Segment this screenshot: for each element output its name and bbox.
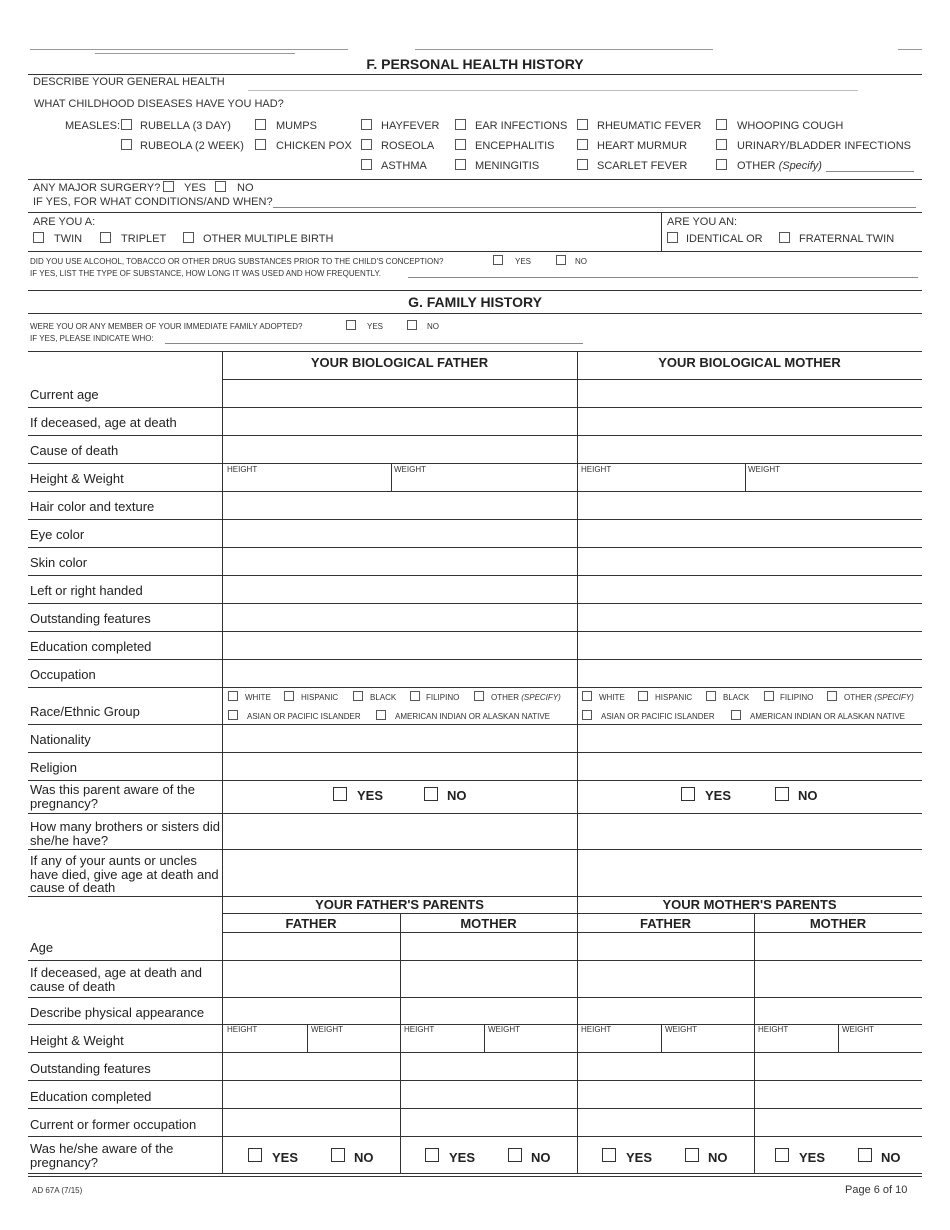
- row-features: Outstanding features: [30, 611, 151, 626]
- mumps-label: MUMPS: [276, 120, 317, 132]
- mother-race-native-label: AMERICAN INDIAN OR ALASKAN NATIVE: [750, 712, 905, 721]
- father-race-other-label: OTHER (SPECIFY): [491, 693, 561, 702]
- general-health-field[interactable]: [248, 90, 858, 91]
- fpm-weight-label: WEIGHT: [488, 1025, 520, 1034]
- father-race-asian-label: ASIAN OR PACIFIC ISLANDER: [247, 712, 361, 721]
- mother-race-white-checkbox[interactable]: [582, 691, 592, 701]
- row-cause-of-death: Cause of death: [30, 443, 119, 458]
- section-g-title: G. FAMILY HISTORY: [408, 294, 542, 310]
- page-number: Page 6 of 10: [845, 1184, 908, 1196]
- mother-race-filipino-checkbox[interactable]: [764, 691, 774, 701]
- heart-murmur-checkbox[interactable]: [577, 139, 588, 150]
- gp-row-education: Education completed: [30, 1089, 152, 1104]
- bio-mother-header: YOUR BIOLOGICAL MOTHER: [658, 355, 841, 370]
- adopted-no-label: NO: [427, 322, 439, 331]
- mother-aware-yes-checkbox[interactable]: [681, 787, 695, 801]
- asthma-label: ASTHMA: [381, 160, 427, 172]
- row-height-weight: Height & Weight: [30, 471, 124, 486]
- mother-race-white-label: WHITE: [599, 693, 625, 702]
- mp-mother-header: MOTHER: [809, 916, 867, 931]
- father-weight-label: WEIGHT: [394, 465, 426, 474]
- substance-followup-field[interactable]: [408, 277, 918, 278]
- rubeola-label: RUBEOLA (2 WEEK): [140, 140, 244, 152]
- adopted-question: WERE YOU OR ANY MEMBER OF YOUR IMMEDIATE FAMILY ADOPTED?: [30, 322, 303, 331]
- surgery-followup-label: IF YES, FOR WHAT CONDITIONS/AND WHEN?: [33, 196, 273, 208]
- mother-race-asian-label: ASIAN OR PACIFIC ISLANDER: [601, 712, 715, 721]
- row-handed: Left or right handed: [30, 583, 143, 598]
- gp-row-features: Outstanding features: [30, 1061, 151, 1076]
- rubella-label: RUBELLA (3 DAY): [140, 120, 231, 132]
- fpm-aware-yes-checkbox[interactable]: [425, 1148, 439, 1162]
- substance-no-label: NO: [575, 257, 587, 266]
- fpf-aware-yes-label: YES: [272, 1150, 299, 1165]
- surgery-followup-field[interactable]: [273, 207, 916, 208]
- father-race-hispanic-checkbox[interactable]: [284, 691, 294, 701]
- father-race-hispanic-label: HISPANIC: [301, 693, 339, 702]
- twin-label: TWIN: [54, 233, 83, 245]
- mpm-weight-label: WEIGHT: [842, 1025, 874, 1034]
- hayfever-label: HAYFEVER: [381, 120, 440, 132]
- row-occupation: Occupation: [30, 667, 96, 682]
- mother-race-other-label: OTHER (SPECIFY): [844, 693, 914, 702]
- gp-row-age: Age: [30, 940, 54, 955]
- ear-infections-label: EAR INFECTIONS: [475, 120, 568, 132]
- mp-father-header: FATHER: [639, 916, 692, 931]
- other-multiple-label: OTHER MULTIPLE BIRTH: [203, 233, 334, 245]
- father-height-label: HEIGHT: [227, 465, 258, 474]
- other-disease-field[interactable]: [826, 171, 914, 172]
- row-aware: Was this parent aware of the pregnancy?: [30, 782, 195, 811]
- adopted-followup-label: IF YES, PLEASE INDICATE WHO:: [30, 334, 154, 343]
- mumps-checkbox[interactable]: [255, 119, 266, 130]
- mpm-height-label: HEIGHT: [758, 1025, 789, 1034]
- father-race-filipino-label: FILIPINO: [426, 693, 460, 702]
- gp-row-aware: Was he/she aware of the pregnancy?: [30, 1141, 174, 1170]
- rheumatic-fever-label: RHEUMATIC FEVER: [597, 120, 702, 132]
- section-f-title: F. PERSONAL HEALTH HISTORY: [366, 56, 584, 72]
- mpf-aware-yes-label: YES: [626, 1150, 653, 1165]
- chicken-pox-checkbox[interactable]: [255, 139, 266, 150]
- encephalitis-label: ENCEPHALITIS: [475, 140, 555, 152]
- row-hair: Hair color and texture: [30, 499, 155, 514]
- hayfever-checkbox[interactable]: [361, 119, 372, 130]
- fpf-weight-label: WEIGHT: [311, 1025, 343, 1034]
- substance-no-checkbox[interactable]: [556, 255, 566, 265]
- childhood-diseases-label: WHAT CHILDHOOD DISEASES HAVE YOU HAD?: [34, 98, 284, 110]
- fpf-aware-no-label: NO: [354, 1150, 374, 1165]
- adopted-yes-label: YES: [367, 322, 384, 331]
- mpf-weight-label: WEIGHT: [665, 1025, 697, 1034]
- substance-yes-label: YES: [515, 257, 532, 266]
- father-aware-yes-checkbox[interactable]: [333, 787, 347, 801]
- chicken-pox-label: CHICKEN POX: [276, 140, 352, 152]
- roseola-label: ROSEOLA: [381, 140, 435, 152]
- mpm-aware-yes-label: YES: [799, 1150, 826, 1165]
- gp-row-height-weight: Height & Weight: [30, 1033, 124, 1048]
- mother-race-black-label: BLACK: [723, 693, 750, 702]
- fathers-parents-header: YOUR FATHER'S PARENTS: [315, 897, 484, 912]
- father-aware-no-checkbox[interactable]: [424, 787, 438, 801]
- row-education: Education completed: [30, 639, 152, 654]
- adopted-followup-field[interactable]: [165, 343, 583, 344]
- father-aware-yes-label: YES: [357, 788, 384, 803]
- mpf-aware-no-label: NO: [708, 1150, 728, 1165]
- surgery-no-checkbox[interactable]: [215, 181, 226, 192]
- row-race: Race/Ethnic Group: [30, 704, 140, 719]
- father-race-native-label: AMERICAN INDIAN OR ALASKAN NATIVE: [395, 712, 550, 721]
- father-race-white-checkbox[interactable]: [228, 691, 238, 701]
- mpm-aware-yes-checkbox[interactable]: [775, 1148, 789, 1162]
- triplet-checkbox[interactable]: [100, 232, 111, 243]
- mother-race-other-checkbox[interactable]: [827, 691, 837, 701]
- fpf-height-label: HEIGHT: [227, 1025, 258, 1034]
- gp-row-appearance: Describe physical appearance: [30, 1005, 205, 1020]
- meningitis-label: MENINGITIS: [475, 160, 540, 172]
- row-current-age: Current age: [30, 387, 99, 402]
- fpm-height-label: HEIGHT: [404, 1025, 435, 1034]
- fp-mother-header: MOTHER: [460, 916, 517, 931]
- surgery-yes-checkbox[interactable]: [163, 181, 174, 192]
- general-health-label: DESCRIBE YOUR GENERAL HEALTH: [33, 76, 225, 88]
- row-religion: Religion: [30, 760, 77, 775]
- father-race-white-label: WHITE: [245, 693, 271, 702]
- row-skin: Skin color: [30, 555, 88, 570]
- substance-followup-label: IF YES, LIST THE TYPE OF SUBSTANCE, HOW LONG IT WAS USED AND HOW FREQUENTLY.: [30, 269, 382, 278]
- rheumatic-fever-checkbox[interactable]: [577, 119, 588, 130]
- roseola-checkbox[interactable]: [361, 139, 372, 150]
- fpf-aware-no-checkbox[interactable]: [331, 1148, 345, 1162]
- surgery-no-label: NO: [237, 182, 254, 194]
- mother-aware-yes-label: YES: [705, 788, 732, 803]
- mpf-height-label: HEIGHT: [581, 1025, 612, 1034]
- meningitis-checkbox[interactable]: [455, 159, 466, 170]
- mpf-aware-no-checkbox[interactable]: [685, 1148, 699, 1162]
- gp-row-occupation: Current or former occupation: [30, 1117, 197, 1132]
- fpm-aware-no-checkbox[interactable]: [508, 1148, 522, 1162]
- father-race-black-checkbox[interactable]: [353, 691, 363, 701]
- substance-yes-checkbox[interactable]: [493, 255, 503, 265]
- row-eye: Eye color: [30, 527, 85, 542]
- mother-aware-no-label: NO: [798, 788, 818, 803]
- father-aware-no-label: NO: [447, 788, 467, 803]
- identical-checkbox[interactable]: [667, 232, 678, 243]
- measles-label: MEASLES:: [65, 120, 121, 132]
- rubella-checkbox[interactable]: [121, 119, 132, 130]
- adopted-no-checkbox[interactable]: [407, 320, 417, 330]
- twin-checkbox[interactable]: [33, 232, 44, 243]
- other-disease-checkbox[interactable]: [716, 159, 727, 170]
- ear-infections-checkbox[interactable]: [455, 119, 466, 130]
- heart-murmur-label: HEART MURMUR: [597, 140, 688, 152]
- mothers-parents-header: YOUR MOTHER'S PARENTS: [662, 897, 837, 912]
- mother-race-hispanic-label: HISPANIC: [655, 693, 693, 702]
- are-you-a-label: ARE YOU A:: [33, 216, 96, 228]
- whooping-cough-label: WHOOPING COUGH: [737, 120, 844, 132]
- adopted-yes-checkbox[interactable]: [346, 320, 356, 330]
- row-aunts: If any of your aunts or uncles have died, give age at death and cause of death: [30, 853, 219, 895]
- father-race-asian-checkbox[interactable]: [228, 710, 238, 720]
- father-race-black-label: BLACK: [370, 693, 397, 702]
- fpm-aware-no-label: NO: [531, 1150, 551, 1165]
- mother-aware-no-checkbox[interactable]: [775, 787, 789, 801]
- rubeola-checkbox[interactable]: [121, 139, 132, 150]
- whooping-cough-checkbox[interactable]: [716, 119, 727, 130]
- mpm-aware-no-checkbox[interactable]: [858, 1148, 872, 1162]
- substance-question: DID YOU USE ALCOHOL, TOBACCO OR OTHER DRUG SUBSTANCES PRIOR TO THE CHILD'S CONCEPTION?: [30, 257, 444, 266]
- gp-row-deceased: If deceased, age at death and cause of death: [30, 965, 203, 994]
- bio-father-header: YOUR BIOLOGICAL FATHER: [310, 355, 489, 370]
- mother-race-hispanic-checkbox[interactable]: [638, 691, 648, 701]
- row-deceased-age: If deceased, age at death: [30, 415, 177, 430]
- fraternal-checkbox[interactable]: [779, 232, 790, 243]
- fpm-aware-yes-label: YES: [449, 1150, 476, 1165]
- father-race-other-checkbox[interactable]: [474, 691, 484, 701]
- mpm-aware-no-label: NO: [881, 1150, 901, 1165]
- row-nationality: Nationality: [30, 732, 91, 747]
- row-siblings: How many brothers or sisters did she/he have?: [30, 819, 221, 848]
- form-id: AD 67A (7/15): [32, 1186, 83, 1195]
- surgery-label: ANY MAJOR SURGERY?: [33, 182, 161, 194]
- mother-race-native-checkbox[interactable]: [731, 710, 741, 720]
- father-race-filipino-checkbox[interactable]: [410, 691, 420, 701]
- mpf-aware-yes-checkbox[interactable]: [602, 1148, 616, 1162]
- surgery-yes-label: YES: [184, 182, 207, 194]
- mother-height-label: HEIGHT: [581, 465, 612, 474]
- scarlet-fever-label: SCARLET FEVER: [597, 160, 688, 172]
- mother-weight-label: WEIGHT: [748, 465, 780, 474]
- scarlet-fever-checkbox[interactable]: [577, 159, 588, 170]
- urinary-label: URINARY/BLADDER INFECTIONS: [737, 140, 911, 152]
- other-multiple-checkbox[interactable]: [183, 232, 194, 243]
- mother-race-filipino-label: FILIPINO: [780, 693, 814, 702]
- encephalitis-checkbox[interactable]: [455, 139, 466, 150]
- other-disease-label: OTHER (Specify): [737, 160, 822, 172]
- fraternal-label: FRATERNAL TWIN: [799, 233, 895, 245]
- father-race-native-checkbox[interactable]: [376, 710, 386, 720]
- fpf-aware-yes-checkbox[interactable]: [248, 1148, 262, 1162]
- asthma-checkbox[interactable]: [361, 159, 372, 170]
- are-you-an-label: ARE YOU AN:: [667, 216, 738, 228]
- mother-race-black-checkbox[interactable]: [706, 691, 716, 701]
- fp-father-header: FATHER: [285, 916, 337, 931]
- urinary-checkbox[interactable]: [716, 139, 727, 150]
- mother-race-asian-checkbox[interactable]: [582, 710, 592, 720]
- triplet-label: TRIPLET: [121, 233, 167, 245]
- identical-label: IDENTICAL OR: [686, 233, 763, 245]
